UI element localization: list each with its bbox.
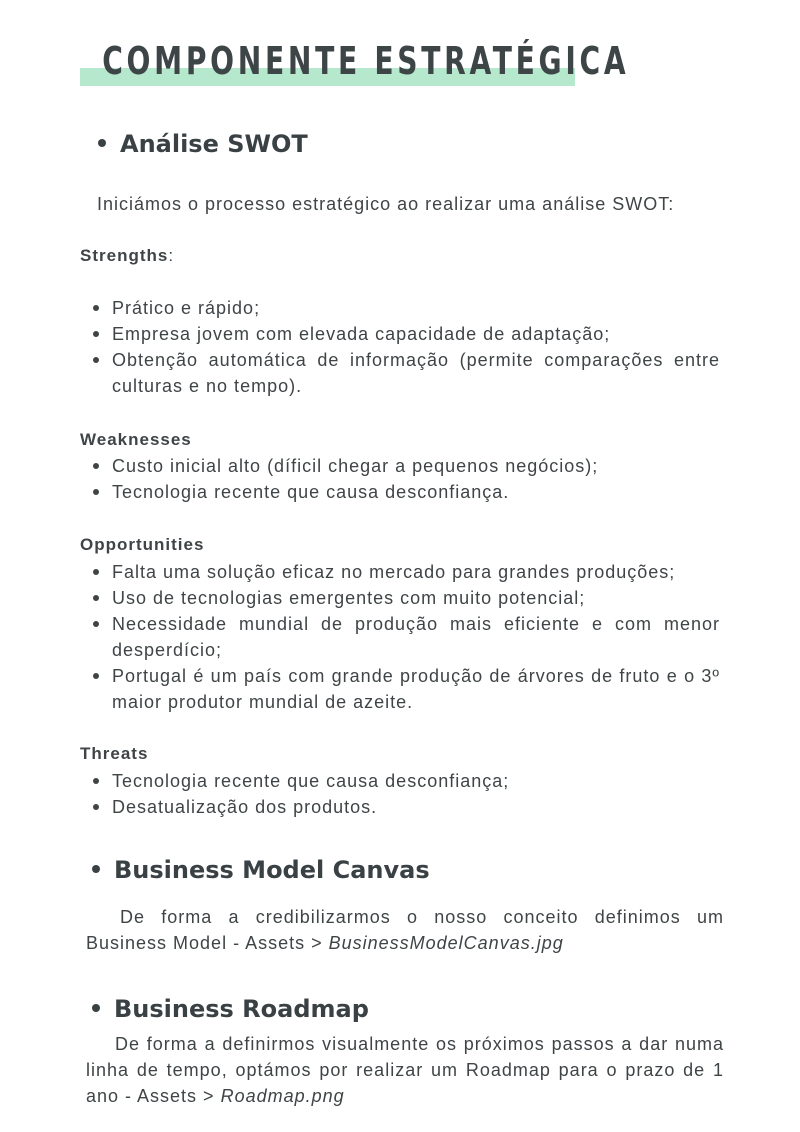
list-item: Obtenção automática de informação (permite comparações entre culturas e no tempo). xyxy=(80,347,720,399)
bmc-paragraph xyxy=(86,904,724,956)
roadmap-file: Roadmap.png xyxy=(220,1086,345,1106)
swot-intro: Iniciámos o processo estratégico ao realizar uma análise SWOT: xyxy=(97,194,675,214)
bmc-heading xyxy=(92,854,430,886)
bmc-heading-text: Business Model Canvas xyxy=(114,856,430,884)
list-item: Prático e rápido; xyxy=(80,295,720,321)
threats-list xyxy=(80,768,720,820)
strengths-label xyxy=(80,244,174,268)
bullet-icon xyxy=(92,865,100,873)
bmc-file: BusinessModelCanvas.jpg xyxy=(328,933,564,953)
roadmap-paragraph xyxy=(86,1031,724,1109)
list-item: Empresa jovem com elevada capacidade de adaptação; xyxy=(80,321,720,347)
bullet-icon xyxy=(92,1004,100,1012)
list-item: Uso de tecnologias emergentes com muito potencial; xyxy=(80,585,720,611)
bmc-text: De forma a credibilizarmos o nosso conceito definimos um Business Model - Assets > xyxy=(86,907,724,953)
roadmap-heading xyxy=(92,993,369,1025)
opportunities-label: Opportunities xyxy=(80,535,205,554)
roadmap-heading-text: Business Roadmap xyxy=(114,995,369,1023)
threats-label: Threats xyxy=(80,744,149,763)
list-item: Custo inicial alto (díficil chegar a pequenos negócios); xyxy=(80,453,720,479)
strengths-colon: : xyxy=(168,246,175,265)
list-item: Portugal é um país com grande produção de árvores de fruto e o 3º maior produtor mundial de azeite. xyxy=(80,663,720,715)
list-item: Falta uma solução eficaz no mercado para grandes produções; xyxy=(80,559,720,585)
swot-heading xyxy=(98,128,308,160)
strengths-label-text: Strengths xyxy=(80,246,169,265)
page-title-block xyxy=(80,38,800,84)
strengths-list xyxy=(80,295,720,399)
swot-heading-text: Análise SWOT xyxy=(120,130,308,158)
list-item: Necessidade mundial de produção mais eficiente e com menor desperdício; xyxy=(80,611,720,663)
weaknesses-label: Weaknesses xyxy=(80,430,192,449)
list-item: Tecnologia recente que causa desconfiança; xyxy=(80,768,720,794)
roadmap-text: De forma a definirmos visualmente os próximos passos a dar numa linha de tempo, optámos por realizar um Roadmap para o prazo de 1 ano - Assets > xyxy=(86,1034,724,1106)
list-item: Tecnologia recente que causa desconfiança. xyxy=(80,479,720,505)
page-title: COMPONENTE ESTRATÉGICA xyxy=(102,39,630,83)
opportunities-list xyxy=(80,559,720,715)
weaknesses-list xyxy=(80,453,720,505)
bullet-icon xyxy=(98,139,106,147)
list-item: Desatualização dos produtos. xyxy=(80,794,720,820)
